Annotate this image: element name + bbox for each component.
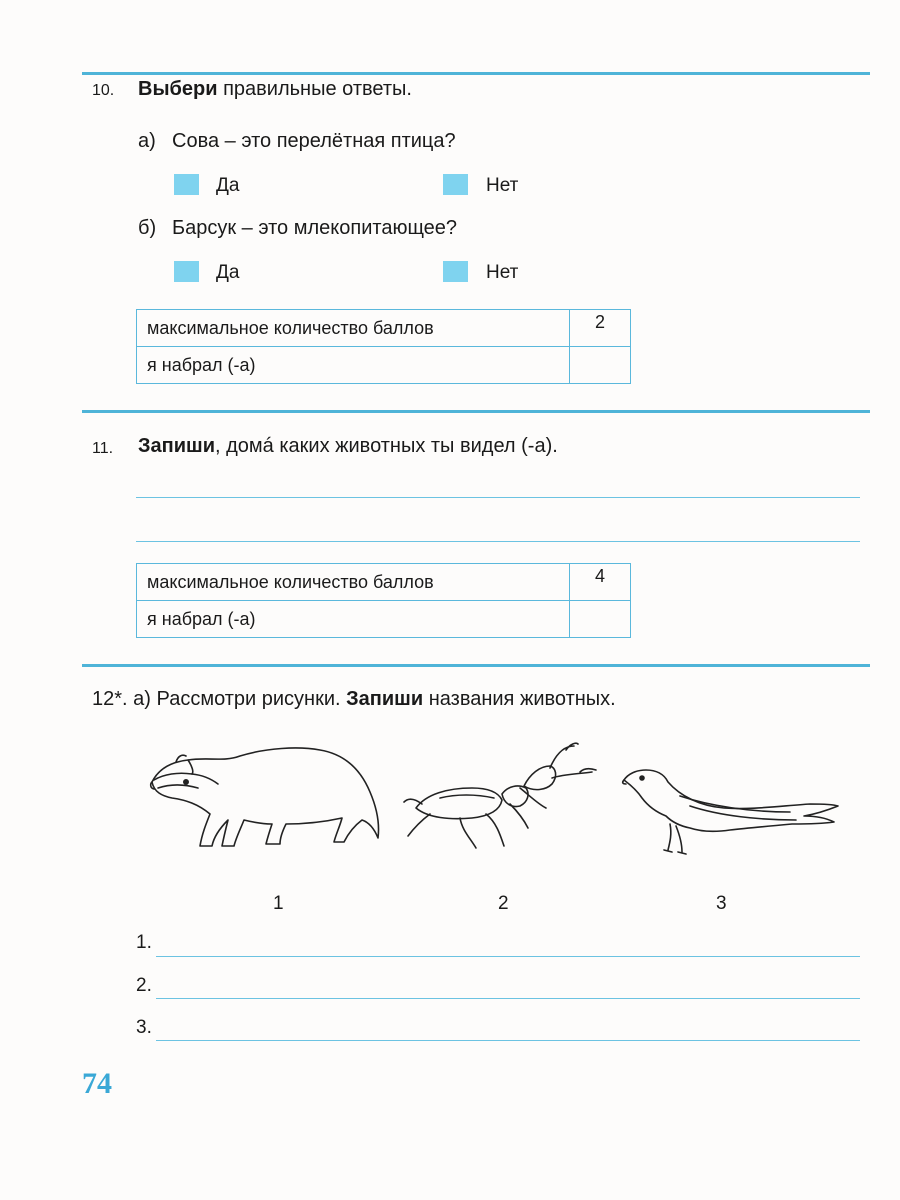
q11-score-table xyxy=(136,563,631,638)
swift-bird-icon xyxy=(620,766,842,856)
score-got-label: я набрал (-а) xyxy=(137,347,570,384)
q11-answer-line-1[interactable] xyxy=(136,497,860,498)
answer-label-1: 1. xyxy=(136,932,152,953)
score-max-label: максимальное количество баллов xyxy=(137,564,570,601)
score-got-field[interactable] xyxy=(570,601,631,638)
score-max-label: максимальное количество баллов xyxy=(137,310,570,347)
section-divider xyxy=(82,664,870,667)
score-got-label: я набрал (-а) xyxy=(137,601,570,638)
answer-label-3: 3. xyxy=(136,1017,152,1038)
q10a-label: а) xyxy=(138,130,156,152)
q10a-yes-label: Да xyxy=(216,175,240,196)
picture-caption-2: 2 xyxy=(498,893,509,914)
answer-label-2: 2. xyxy=(136,975,152,996)
page-number: 74 xyxy=(82,1067,112,1100)
q10b-yes-checkbox[interactable] xyxy=(174,261,199,282)
q10-instruction xyxy=(138,78,412,101)
q11-answer-line-2[interactable] xyxy=(136,541,860,542)
score-max-value: 2 xyxy=(570,310,631,347)
q11-instruction xyxy=(138,435,558,458)
q10b-no-checkbox[interactable] xyxy=(443,261,468,282)
q12-instruction-bold: Запиши xyxy=(346,688,424,710)
bleed-through-text xyxy=(480,150,484,168)
answer-line-2[interactable] xyxy=(156,998,860,999)
q11-instruction-bold: Запиши xyxy=(138,435,215,457)
picture-caption-1: 1 xyxy=(273,893,284,914)
score-row-max xyxy=(137,564,631,601)
score-got-field[interactable] xyxy=(570,347,631,384)
q11-instruction-rest: , домá каких животных ты видел (-а). xyxy=(215,435,558,457)
q10a-no-label: Нет xyxy=(486,175,519,196)
answer-line-3[interactable] xyxy=(156,1040,860,1041)
q12-number: 12*. xyxy=(92,688,128,710)
q10-instruction-bold: Выбери xyxy=(138,78,218,100)
score-row-got xyxy=(137,347,631,384)
section-divider-top xyxy=(82,72,870,75)
q10b-no-label: Нет xyxy=(486,262,519,283)
q10-score-table xyxy=(136,309,631,384)
q10-instruction-rest: правильные ответы. xyxy=(217,78,412,100)
stag-beetle-icon xyxy=(400,738,602,856)
q10a-no-checkbox[interactable] xyxy=(443,174,468,195)
score-row-got xyxy=(137,601,631,638)
score-row-max xyxy=(137,310,631,347)
q10-number: 10. xyxy=(92,82,115,99)
score-max-value: 4 xyxy=(570,564,631,601)
q10b-label: б) xyxy=(138,217,157,239)
q12-part: а) xyxy=(133,688,151,710)
picture-caption-3: 3 xyxy=(716,893,727,914)
section-divider xyxy=(82,410,870,413)
q10b-question: Барсук – это млекопитающее? xyxy=(172,217,458,239)
q10b-yes-label: Да xyxy=(216,262,240,283)
q11-number: 11. xyxy=(92,440,114,457)
answer-line-1[interactable] xyxy=(156,956,860,957)
q12-instruction-plain: Рассмотри рисунки. xyxy=(156,688,341,710)
q12-instruction-rest: названия животных. xyxy=(428,688,616,710)
q10a-yes-checkbox[interactable] xyxy=(174,174,199,195)
q10a-question: Сова – это перелётная птица? xyxy=(172,130,456,152)
badger-icon xyxy=(148,742,383,850)
q12-heading xyxy=(92,688,616,711)
